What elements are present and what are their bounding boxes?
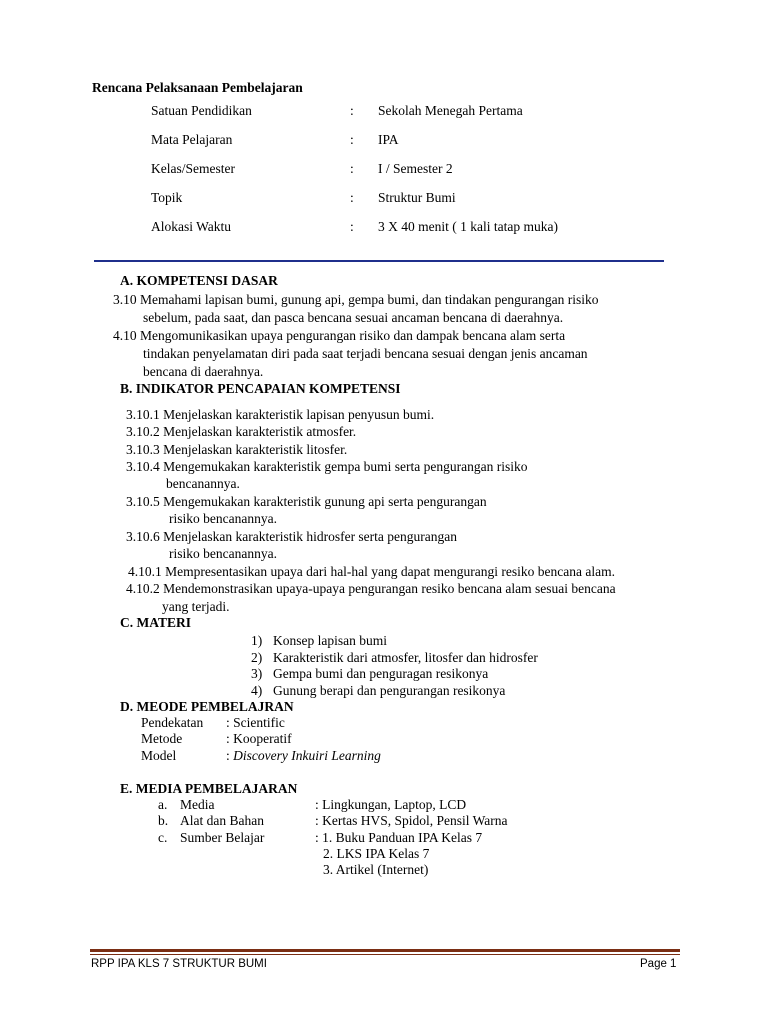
section-b-line: 4.10.2 Mendemonstrasikan upaya-upaya pengurangan resiko bencana alam sesuai bencana	[126, 581, 616, 596]
materi-number: 3)	[251, 666, 263, 681]
section-b-heading: B. INDIKATOR PENCAPAIAN KOMPETENSI	[120, 381, 401, 396]
section-e-heading: E. MEDIA PEMBELAJARAN	[120, 781, 298, 796]
footer-title: RPP IPA KLS 7 STRUKTUR BUMI	[91, 958, 267, 970]
media-value: : Kertas HVS, Spidol, Pensil Warna	[315, 813, 508, 828]
materi-item: Karakteristik dari atmosfer, litosfer dan hidrosfer	[273, 650, 538, 665]
section-b-line: 3.10.3 Menjelaskan karakteristik litosfer.	[126, 442, 348, 457]
page-number: Page 1	[640, 958, 677, 970]
section-b-line: bencanannya.	[166, 476, 240, 491]
materi-item: Konsep lapisan bumi	[273, 633, 387, 648]
section-b-line: yang terjadi.	[162, 599, 230, 614]
section-b-line: 3.10.2 Menjelaskan karakteristik atmosfer.	[126, 424, 357, 439]
media-letter: a.	[158, 797, 168, 812]
sumber-item: 3. Artikel (Internet)	[323, 862, 429, 877]
section-a-heading: A. KOMPETENSI DASAR	[120, 273, 278, 288]
metode-label: Pendekatan	[141, 715, 204, 730]
info-label-kelas: Kelas/Semester	[151, 161, 235, 176]
section-d-heading: D. MEODE PEMBELAJRAN	[120, 699, 294, 714]
document-title: Rencana Pelaksanaan Pembelajaran	[92, 80, 303, 95]
info-value-mapel: IPA	[378, 132, 399, 147]
metode-value-model	[226, 749, 381, 763]
section-b-line: risiko bencanannya.	[169, 546, 277, 561]
section-b-line: 3.10.1 Menjelaskan karakteristik lapisan penyusun bumi.	[126, 407, 435, 422]
header-divider	[94, 260, 664, 262]
sumber-item: 2. LKS IPA Kelas 7	[323, 846, 430, 861]
section-a-line: 4.10 Mengomunikasikan upaya pengurangan risiko dan dampak bencana alam serta	[113, 328, 566, 343]
info-colon: :	[350, 190, 354, 205]
info-colon: :	[350, 132, 354, 147]
info-value-satuan: Sekolah Menegah Pertama	[378, 103, 523, 118]
media-letter: b.	[158, 813, 169, 828]
materi-number: 4)	[251, 683, 263, 698]
model-value: Discovery Inkuiri Learning	[233, 748, 381, 763]
section-b-line: 3.10.6 Menjelaskan karakteristik hidrosfer serta pengurangan	[126, 529, 458, 544]
info-value-topik: Struktur Bumi	[378, 190, 456, 205]
media-label: Sumber Belajar	[180, 830, 265, 845]
section-a-line: 3.10 Memahami lapisan bumi, gunung api, gempa bumi, dan tindakan pengurangan risiko	[113, 292, 599, 307]
media-value: : Lingkungan, Laptop, LCD	[315, 797, 467, 812]
metode-label: Metode	[141, 731, 183, 746]
info-colon: :	[350, 219, 354, 234]
media-label: Media	[180, 797, 215, 812]
info-label-satuan: Satuan Pendidikan	[151, 103, 252, 118]
model-colon: :	[226, 748, 234, 763]
section-a-line: sebelum, pada saat, dan pasca bencana sesuai ancaman bencana di daerahnya.	[143, 310, 564, 325]
media-letter: c.	[158, 830, 168, 845]
media-value: : 1. Buku Panduan IPA Kelas 7	[315, 830, 483, 845]
materi-item: Gunung berapi dan pengurangan resikonya	[273, 683, 506, 698]
materi-item: Gempa bumi dan penguragan resikonya	[273, 666, 489, 681]
metode-value: : Kooperatif	[226, 731, 292, 746]
metode-label: Model	[141, 748, 177, 763]
info-label-alokasi: Alokasi Waktu	[151, 219, 232, 234]
info-colon: :	[350, 103, 354, 118]
footer-divider-thin	[90, 954, 680, 955]
section-b-line: 3.10.4 Mengemukakan karakteristik gempa bumi serta pengurangan risiko	[126, 459, 528, 474]
section-b-line: 4.10.1 Mempresentasikan upaya dari hal-hal yang dapat mengurangi resiko bencana alam.	[128, 564, 615, 579]
section-a-line: tindakan penyelamatan diri pada saat terjadi bencana sesuai dengan jenis ancaman	[143, 346, 588, 361]
info-colon: :	[350, 161, 354, 176]
section-c-heading: C. MATERI	[120, 615, 192, 630]
info-label-topik: Topik	[151, 190, 183, 205]
section-a-line: bencana di daerahnya.	[143, 364, 264, 379]
section-b-line: risiko bencanannya.	[169, 511, 277, 526]
materi-number: 2)	[251, 650, 263, 665]
metode-value: : Scientific	[226, 715, 285, 730]
info-label-mapel: Mata Pelajaran	[151, 132, 233, 147]
materi-number: 1)	[251, 633, 263, 648]
info-value-kelas: I / Semester 2	[378, 161, 453, 176]
info-value-alokasi: 3 X 40 menit ( 1 kali tatap muka)	[378, 219, 558, 234]
media-label: Alat dan Bahan	[180, 813, 264, 828]
footer-divider	[90, 949, 680, 952]
section-b-line: 3.10.5 Mengemukakan karakteristik gunung api serta pengurangan	[126, 494, 487, 509]
